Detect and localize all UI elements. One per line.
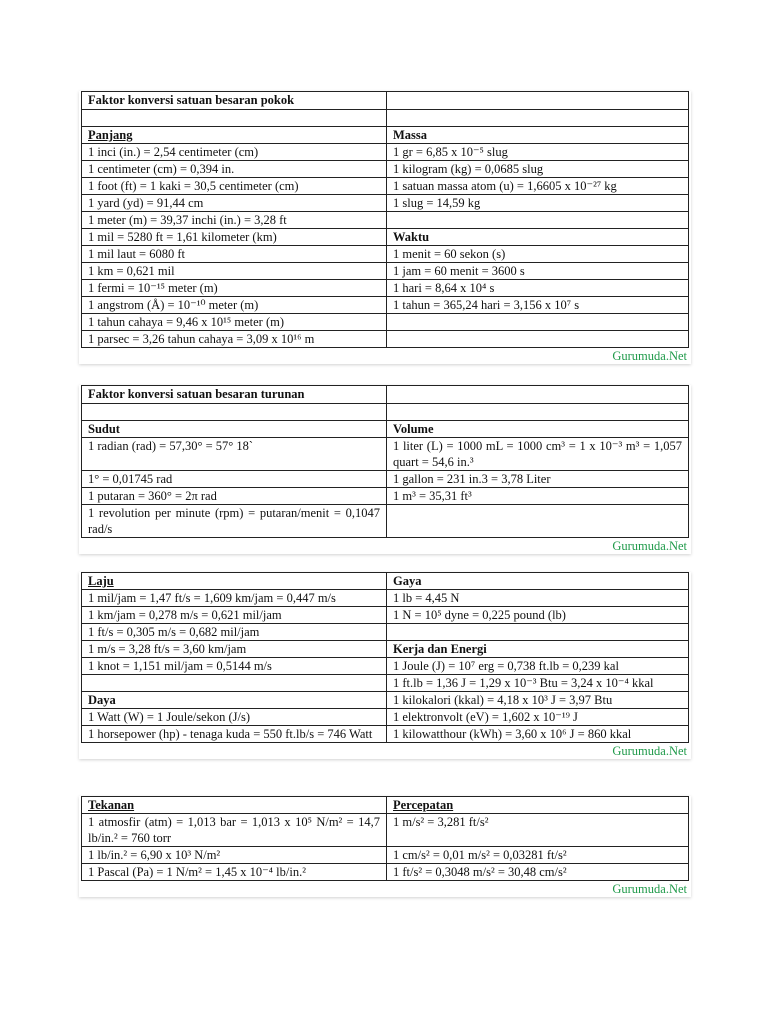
section-besaran-pokok [79,91,691,364]
table-cell: 1 ft/s² = 0,3048 m/s² = 30,48 cm/s² [387,864,689,881]
table-cell: 1 mil = 5280 ft = 1,61 kilometer (km) [82,229,387,246]
table-cell: 1 angstrom (Å) = 10⁻¹⁰ meter (m) [82,297,387,314]
table-row [82,709,689,726]
table-cell: 1 km/jam = 0,278 m/s = 0,621 mil/jam [82,607,387,624]
table-row [82,607,689,624]
table-cell: 1 meter (m) = 39,37 inchi (in.) = 3,28 ft [82,212,387,229]
table-cell [387,624,689,641]
table-cell: 1 Watt (W) = 1 Joule/sekon (J/s) [82,709,387,726]
table-row [82,726,689,743]
table-cell: 1 Pascal (Pa) = 1 N/m² = 1,45 x 10⁻⁴ lb/in.² [82,864,387,881]
table-cell: 1 m³ = 35,31 ft³ [387,488,689,505]
heading-gaya: Gaya [387,573,689,590]
table-row [82,144,689,161]
brand-watermark: Gurumuda.Net [612,882,687,896]
table-cell: 1 putaran = 360° = 2π rad [82,488,387,505]
table-cell: 1 satuan massa atom (u) = 1,6605 x 10⁻²⁷ kg [387,178,689,195]
table-row [82,246,689,263]
table-cell: 1 menit = 60 sekon (s) [387,246,689,263]
table-cell: 1 jam = 60 menit = 3600 s [387,263,689,280]
table-row [82,421,689,438]
table-row [82,675,689,692]
table-row [82,110,689,127]
table-tekanan-percepatan [81,796,689,881]
table-row [82,641,689,658]
table-row [82,161,689,178]
table-laju-gaya [81,572,689,743]
table-row [82,404,689,421]
table-cell: 1 revolution per minute (rpm) = putaran/menit = 0,1047 rad/s [82,505,387,538]
table-cell [387,212,689,229]
table-cell: 1 lb/in.² = 6,90 x 10³ N/m² [82,847,387,864]
table-besaran-pokok [81,91,689,348]
table-cell: 1 N = 10⁵ dyne = 0,225 pound (lb) [387,607,689,624]
heading-tekanan: Tekanan [82,797,387,814]
table-cell [387,92,689,110]
brand-watermark: Gurumuda.Net [612,349,687,363]
table-cell: 1 cm/s² = 0,01 m/s² = 0,03281 ft/s² [387,847,689,864]
table-cell: 1 Joule (J) = 10⁷ erg = 0,738 ft.lb = 0,239 kal [387,658,689,675]
table-cell: 1 centimeter (cm) = 0,394 in. [82,161,387,178]
table-cell: 1 fermi = 10⁻¹⁵ meter (m) [82,280,387,297]
table-cell [387,314,689,331]
table-row [82,229,689,246]
table-row [82,505,689,538]
section-tekanan-percepatan [79,796,691,897]
heading-panjang: Panjang [82,127,387,144]
table-cell: 1 kilokalori (kkal) = 4,18 x 10³ J = 3,97 Btu [387,692,689,709]
heading-volume: Volume [387,421,689,438]
table-row [82,263,689,280]
table-cell: 1 parsec = 3,26 tahun cahaya = 3,09 x 10¹⁶ m [82,331,387,348]
table-row [82,212,689,229]
table-cell [387,110,689,127]
table-cell: 1 kilowatthour (kWh) = 3,60 x 10⁶ J = 860 kkal [387,726,689,743]
table-row [82,797,689,814]
table-row [82,127,689,144]
table-row [82,280,689,297]
table-cell: 1 m/s = 3,28 ft/s = 3,60 km/jam [82,641,387,658]
table-cell: 1 ft.lb = 1,36 J = 1,29 x 10⁻³ Btu = 3,24 x 10⁻⁴ kkal [387,675,689,692]
table-row [82,195,689,212]
table-row [82,314,689,331]
table-cell [387,386,689,404]
table-cell: 1 km = 0,621 mil [82,263,387,280]
table-cell: 1 inci (in.) = 2,54 centimeter (cm) [82,144,387,161]
table-cell: 1 tahun cahaya = 9,46 x 10¹⁵ meter (m) [82,314,387,331]
table-cell [82,110,387,127]
table-cell: 1 kilogram (kg) = 0,0685 slug [387,161,689,178]
table-row [82,331,689,348]
table-row [82,178,689,195]
section-laju-gaya [79,572,691,759]
heading-kerja-energi: Kerja dan Energi [387,641,689,658]
table-cell [387,404,689,421]
table-row [82,814,689,847]
table-cell: 1 mil laut = 6080 ft [82,246,387,263]
table-cell [82,675,387,692]
table-cell: 1 tahun = 365,24 hari = 3,156 x 10⁷ s [387,297,689,314]
table-cell: 1 foot (ft) = 1 kaki = 30,5 centimeter (cm) [82,178,387,195]
table-row [82,471,689,488]
table-row [82,438,689,471]
heading-sudut: Sudut [82,421,387,438]
table-cell: 1 slug = 14,59 kg [387,195,689,212]
table-row [82,864,689,881]
brand-watermark: Gurumuda.Net [612,744,687,758]
table-cell: 1 gr = 6,85 x 10⁻⁵ slug [387,144,689,161]
table-cell [82,404,387,421]
section-besaran-turunan [79,385,691,554]
table-row [82,573,689,590]
heading-massa: Massa [387,127,689,144]
table-cell: 1 yard (yd) = 91,44 cm [82,195,387,212]
table-row [82,624,689,641]
table-cell: 1 ft/s = 0,305 m/s = 0,682 mil/jam [82,624,387,641]
table-cell: 1 knot = 1,151 mil/jam = 0,5144 m/s [82,658,387,675]
heading-percepatan: Percepatan [387,797,689,814]
table-cell: 1 radian (rad) = 57,30° = 57° 18` [82,438,387,471]
table-cell: 1° = 0,01745 rad [82,471,387,488]
table-row [82,92,689,110]
table-row [82,658,689,675]
table-cell: 1 gallon = 231 in.3 = 3,78 Liter [387,471,689,488]
heading-waktu: Waktu [387,229,689,246]
table-cell: 1 elektronvolt (eV) = 1,602 x 10⁻¹⁹ J [387,709,689,726]
table-row [82,386,689,404]
heading-laju: Laju [82,573,387,590]
table-cell: 1 mil/jam = 1,47 ft/s = 1,609 km/jam = 0,447 m/s [82,590,387,607]
table-cell: 1 m/s² = 3,281 ft/s² [387,814,689,847]
table-row [82,847,689,864]
table-title: Faktor konversi satuan besaran turunan [82,386,387,404]
table-cell: 1 lb = 4,45 N [387,590,689,607]
table-besaran-turunan [81,385,689,538]
table-cell: 1 hari = 8,64 x 10⁴ s [387,280,689,297]
table-title: Faktor konversi satuan besaran pokok [82,92,387,110]
table-row [82,488,689,505]
heading-daya: Daya [82,692,387,709]
table-cell: 1 liter (L) = 1000 mL = 1000 cm³ = 1 x 10⁻³ m³ = 1,057 quart = 54,6 in.³ [387,438,689,471]
table-row [82,590,689,607]
table-row [82,297,689,314]
table-cell [387,331,689,348]
brand-watermark: Gurumuda.Net [612,539,687,553]
table-cell: 1 atmosfir (atm) = 1,013 bar = 1,013 x 10⁵ N/m² = 14,7 lb/in.² = 760 torr [82,814,387,847]
table-row [82,692,689,709]
table-cell: 1 horsepower (hp) - tenaga kuda = 550 ft.lb/s = 746 Watt [82,726,387,743]
table-cell [387,505,689,538]
